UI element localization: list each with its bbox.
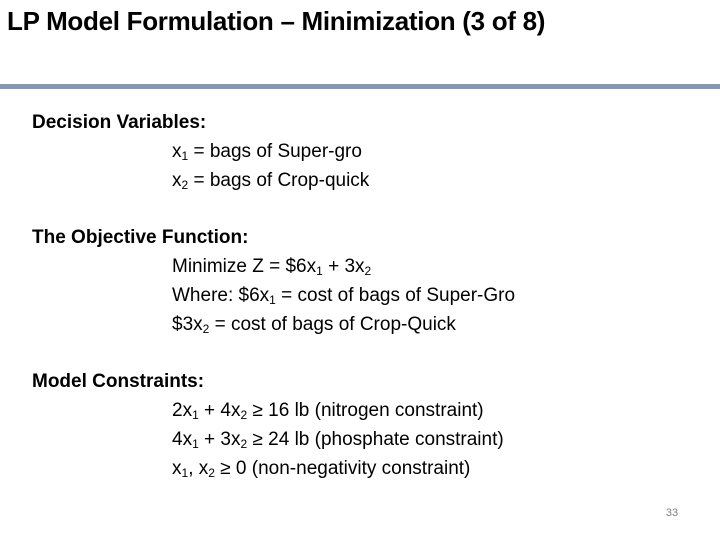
- objective-function-section: [32, 223, 515, 339]
- subscript: 1: [192, 408, 199, 422]
- subscript: 2: [240, 408, 248, 422]
- subscript: 1: [192, 437, 199, 451]
- objective-text: $3x: [172, 314, 203, 335]
- constraint-text: , x: [188, 458, 209, 479]
- var-subscript: 2: [181, 178, 189, 192]
- constraint-text: ≥ 16 lb (nitrogen constraint): [247, 400, 484, 421]
- var-symbol: x: [172, 141, 182, 162]
- constraint-text: 4x: [172, 429, 193, 450]
- objective-line-cost: [32, 310, 515, 339]
- constraint-nitrogen: [32, 396, 504, 425]
- subscript: 1: [269, 293, 276, 307]
- constraint-phosphate: [32, 425, 504, 454]
- slide-title: LP Model Formulation – Minimization (3 of 8): [7, 6, 546, 36]
- objective-text: = cost of bags of Super-Gro: [275, 285, 516, 306]
- var-subscript: 1: [181, 149, 189, 163]
- subscript: 2: [208, 466, 215, 480]
- title-divider: [0, 84, 720, 89]
- var-definition: = bags of Crop-quick: [188, 170, 370, 191]
- variable-line-x1: [32, 137, 369, 166]
- subscript: 2: [202, 322, 210, 336]
- subscript: 1: [181, 466, 189, 480]
- constraint-text: ≥ 0 (non-negativity constraint): [214, 458, 471, 479]
- model-constraints-heading: Model Constraints:: [32, 371, 205, 392]
- var-definition: = bags of Super-gro: [188, 141, 362, 162]
- objective-text: Where: $6x: [172, 285, 270, 306]
- decision-variables-section: [32, 108, 369, 195]
- subscript: 2: [240, 437, 248, 451]
- constraint-text: ≥ 24 lb (phosphate constraint): [247, 429, 504, 450]
- subscript: 2: [364, 264, 372, 278]
- model-constraints-section: [32, 367, 504, 483]
- variable-line-x2: [32, 166, 369, 195]
- constraint-text: x: [172, 458, 182, 479]
- var-symbol: x: [172, 170, 182, 191]
- objective-function-heading: The Objective Function:: [32, 227, 249, 248]
- constraint-text: 2x: [172, 400, 193, 421]
- objective-line-where: [32, 281, 515, 310]
- constraint-text: + 3x: [198, 429, 241, 450]
- constraint-non-negativity: [32, 454, 504, 483]
- objective-text: + 3x: [322, 256, 365, 277]
- subscript: 1: [316, 264, 323, 278]
- objective-line-minimize: [32, 252, 515, 281]
- page-number: 33: [665, 507, 679, 519]
- objective-text: = cost of bags of Crop-Quick: [209, 314, 456, 335]
- constraint-text: + 4x: [198, 400, 241, 421]
- decision-variables-heading: Decision Variables:: [32, 112, 207, 133]
- objective-text: Minimize Z = $6x: [172, 256, 317, 277]
